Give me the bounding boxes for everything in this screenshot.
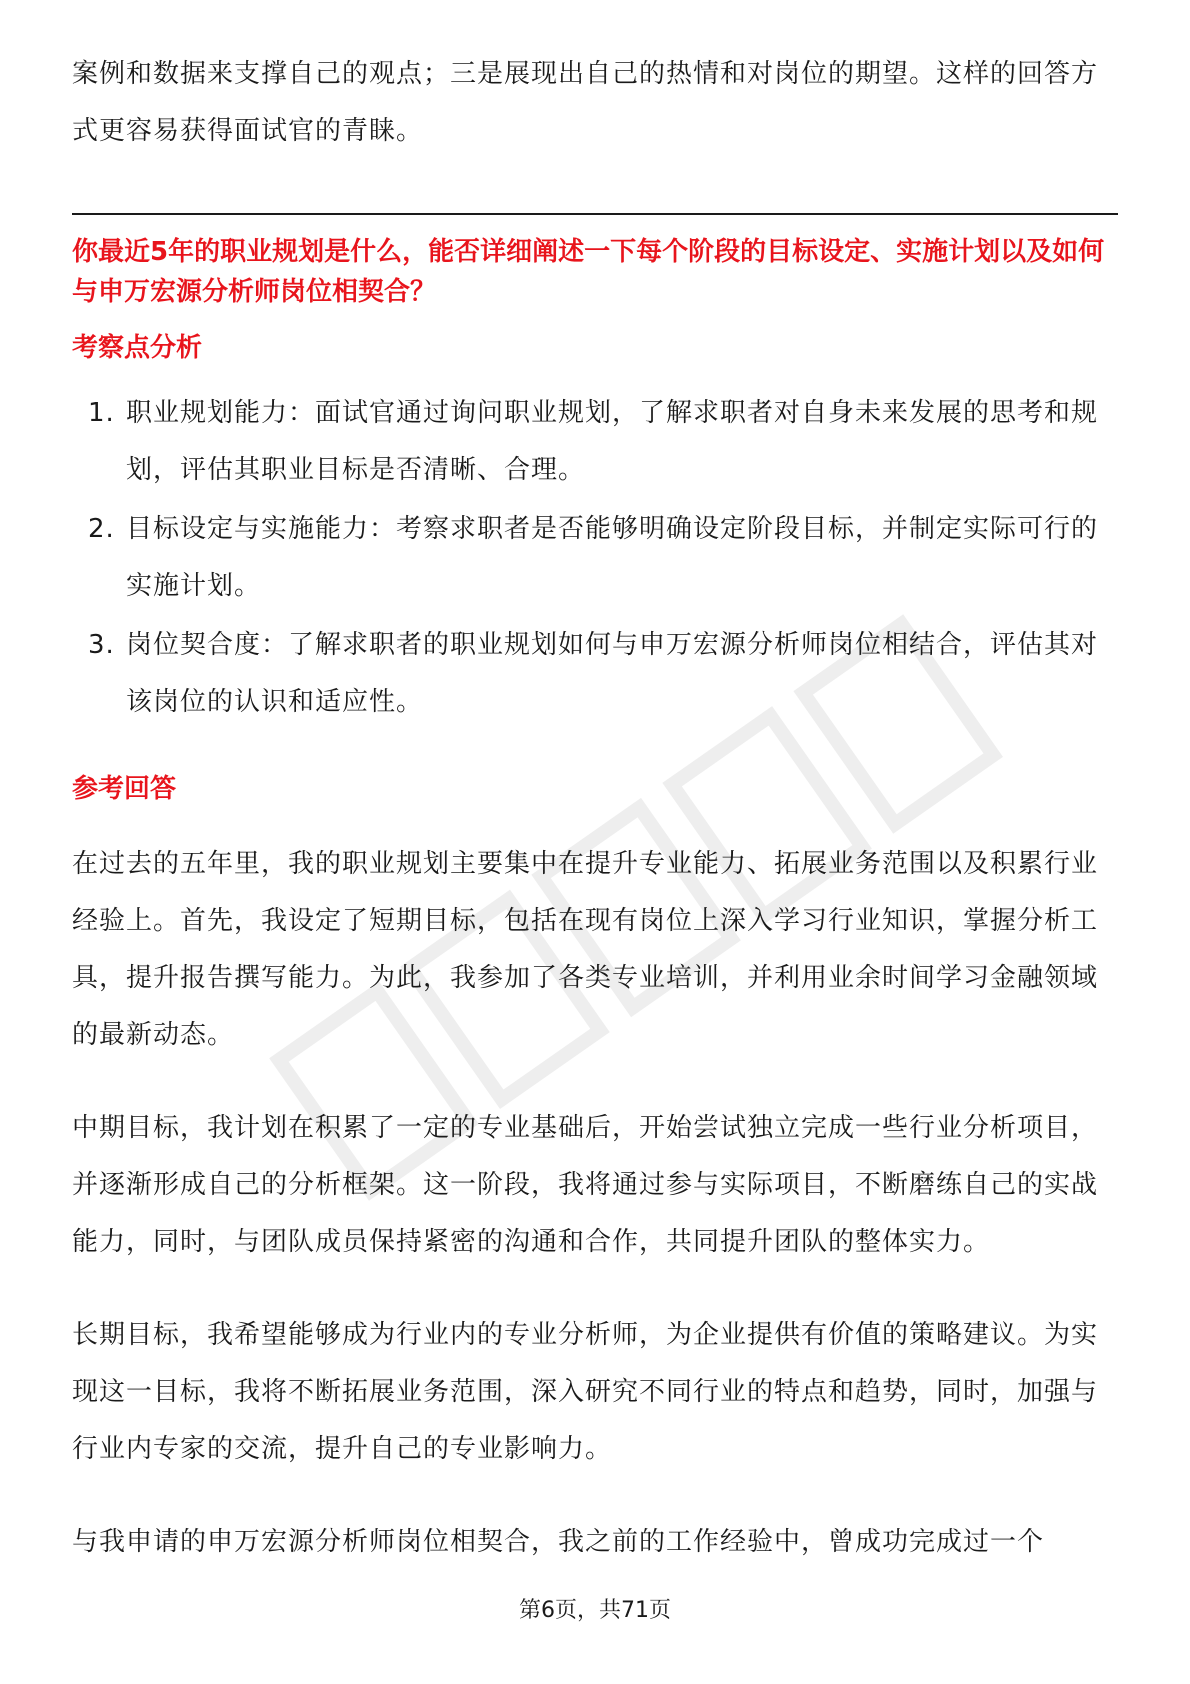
answer-paragraph: 在过去的五年里，我的职业规划主要集中在提升专业能力、拓展业务范围以及积累行业经验上。首先，我设定了短期目标，包括在现有岗位上深入学习行业知识，掌握分析工具，提升报告撰写能力。为此，我参加了各类专业培训，并利用业余时间学习金融领域的最新动态。 xyxy=(72,849,1099,1050)
list-item xyxy=(72,617,1118,731)
question-heading: 你最近5年的职业规划是什么，能否详细阐述一下每个阶段的目标设定、实施计划以及如何与申万宏源分析师岗位相契合？ xyxy=(72,237,1105,307)
list-number: 3. xyxy=(88,630,115,660)
analysis-heading: 考察点分析 xyxy=(72,333,203,363)
answer-body xyxy=(72,836,1118,1607)
list-text: 目标设定与实施能力：考察求职者是否能够明确设定阶段目标，并制定实际可行的实施计划。 xyxy=(126,514,1099,601)
analysis-list xyxy=(72,385,1118,733)
list-item xyxy=(72,501,1118,615)
page-footer: 第6页，共71页 xyxy=(519,1598,671,1623)
list-number: 1. xyxy=(88,398,115,428)
list-number: 2. xyxy=(88,514,115,544)
answer-paragraph: 与我申请的申万宏源分析师岗位相契合，我之前的工作经验中，曾成功完成过一个 xyxy=(72,1527,1045,1557)
list-item xyxy=(72,385,1118,499)
intro-paragraph: 案例和数据来支撑自己的观点；三是展现出自己的热情和对岗位的期望。这样的回答方式更容易获得面试官的青睐。 xyxy=(72,59,1099,146)
answer-paragraph: 中期目标，我计划在积累了一定的专业基础后，开始尝试独立完成一些行业分析项目，并逐渐形成自己的分析框架。这一阶段，我将通过参与实际项目，不断磨练自己的实战能力，同时，与团队成员保持紧密的沟通和合作，共同提升团队的整体实力。 xyxy=(72,1113,1099,1257)
list-text: 岗位契合度：了解求职者的职业规划如何与申万宏源分析师岗位相结合，评估其对该岗位的认识和适应性。 xyxy=(126,630,1099,717)
answer-heading: 参考回答 xyxy=(72,774,177,804)
answer-paragraph: 长期目标，我希望能够成为行业内的专业分析师，为企业提供有价值的策略建议。为实现这一目标，我将不断拓展业务范围，深入研究不同行业的特点和趋势，同时，加强与行业内专家的交流，提升自己的专业影响力。 xyxy=(72,1320,1099,1464)
section-divider xyxy=(72,213,1118,215)
list-text: 职业规划能力：面试官通过询问职业规划，了解求职者对自身未来发展的思考和规划，评估其职业目标是否清晰、合理。 xyxy=(126,398,1099,485)
